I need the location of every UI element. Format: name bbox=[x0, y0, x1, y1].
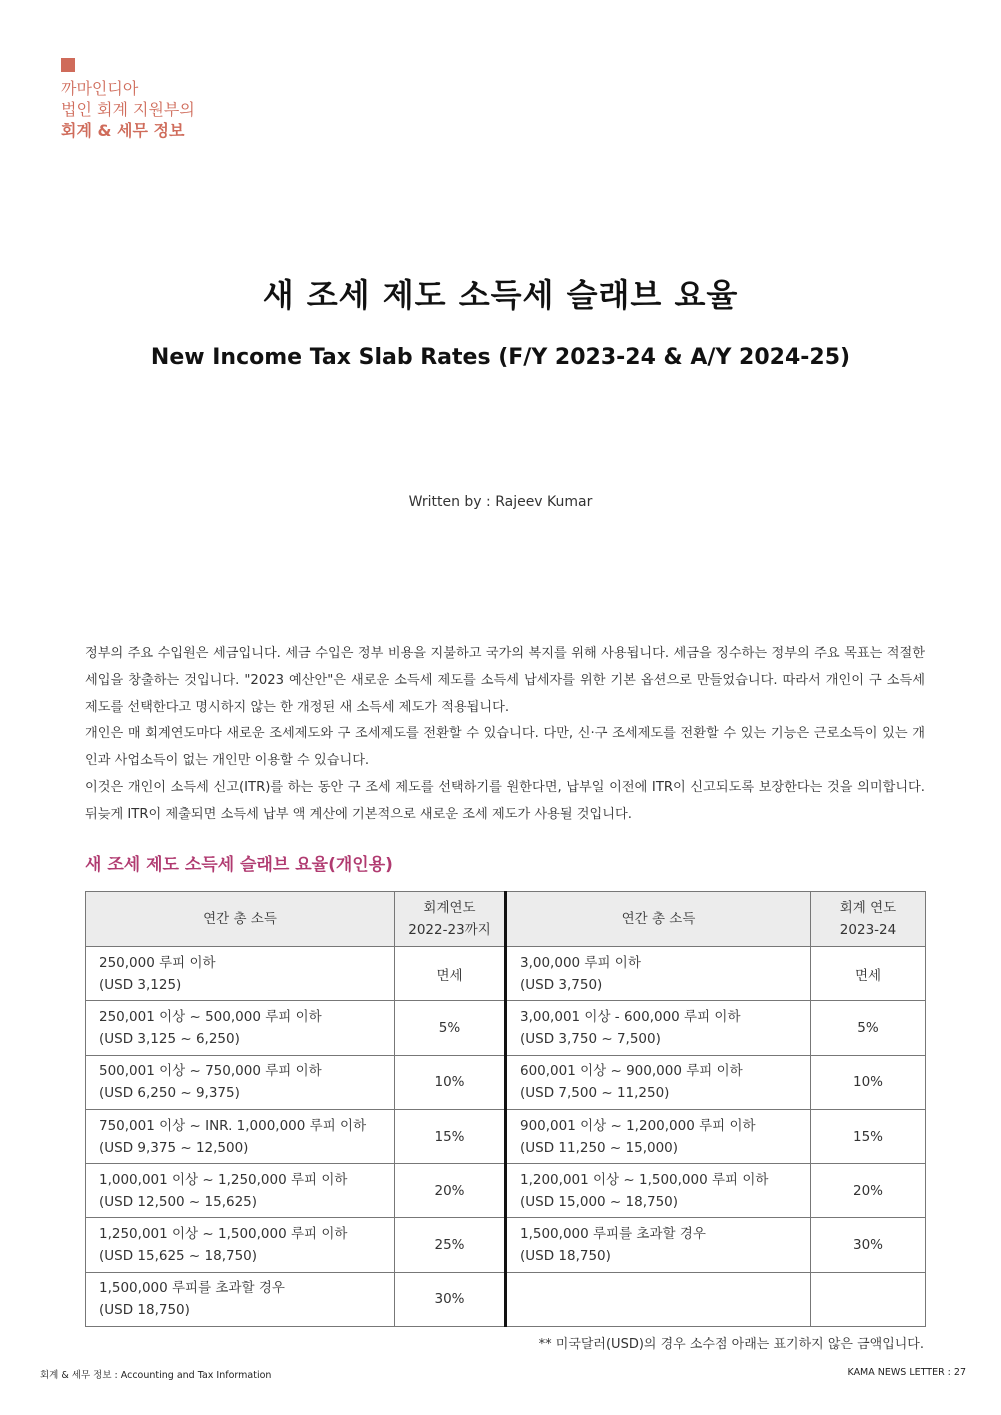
old-rate-cell: 10% bbox=[395, 1055, 506, 1109]
table-row bbox=[86, 1109, 926, 1163]
table-row bbox=[86, 1055, 926, 1109]
paragraph: 개인은 매 회계연도마다 새로운 조세제도와 구 조세제도를 전환할 수 있습니다. 다만, 신·구 조세제도를 전환할 수 있는 기능은 근로소득이 있는 개인과 사업소득이 없는 개인만 이용할 수 있습니다. bbox=[85, 726, 925, 769]
new-income-cell bbox=[506, 1001, 811, 1055]
income-range: 1,250,001 이상 ~ 1,500,000 루피 이하 bbox=[99, 1226, 348, 1243]
usd-range: (USD 3,750 ~ 7,500) bbox=[520, 1030, 661, 1047]
table-row bbox=[86, 947, 926, 1001]
new-income-cell bbox=[506, 1164, 811, 1218]
old-rate-cell: 15% bbox=[395, 1109, 506, 1163]
new-rate-cell: 15% bbox=[811, 1109, 926, 1163]
header-income-old: 연간 총 소득 bbox=[86, 892, 395, 947]
table-row bbox=[86, 1001, 926, 1055]
usd-range: (USD 3,125) bbox=[99, 976, 182, 993]
new-rate-cell: 5% bbox=[811, 1001, 926, 1055]
table-row bbox=[86, 1164, 926, 1218]
old-income-cell bbox=[86, 1055, 395, 1109]
article-body bbox=[85, 641, 925, 829]
usd-range: (USD 12,500 ~ 15,625) bbox=[99, 1193, 258, 1210]
old-rate-cell: 20% bbox=[395, 1164, 506, 1218]
new-income-cell bbox=[506, 1218, 811, 1272]
usd-range: (USD 3,750) bbox=[520, 976, 603, 993]
income-range: 3,00,001 이상 - 600,000 루피 이하 bbox=[520, 1008, 741, 1025]
usd-range: (USD 11,250 ~ 15,000) bbox=[520, 1139, 679, 1156]
usd-range: (USD 15,625 ~ 18,750) bbox=[99, 1248, 258, 1265]
old-rate-cell: 5% bbox=[395, 1001, 506, 1055]
table-footnote: ** 미국달러(USD)의 경우 소수점 아래는 표기하지 않은 금액입니다. bbox=[538, 1337, 924, 1352]
header-income-new: 연간 총 소득 bbox=[506, 892, 811, 947]
old-income-cell bbox=[86, 1001, 395, 1055]
section-label-line-2: 법인 회계 지원부의 bbox=[61, 100, 195, 119]
section-label bbox=[61, 58, 195, 141]
section-label-line-3: 회계 & 세무 정보 bbox=[61, 121, 185, 140]
usd-range: (USD 18,750) bbox=[520, 1248, 611, 1265]
income-range: 600,001 이상 ~ 900,000 루피 이하 bbox=[520, 1063, 743, 1080]
old-income-cell bbox=[86, 1164, 395, 1218]
income-range: 500,001 이상 ~ 750,000 루피 이하 bbox=[99, 1063, 322, 1080]
page-title-korean: 새 조세 제도 소득세 슬래브 요율 bbox=[262, 276, 739, 314]
paragraph: 이것은 개인이 소득세 신고(ITR)를 하는 동안 구 조세 제도를 선택하기를 원한다면, 납부일 이전에 ITR이 신고되도록 보장한다는 것을 의미합니다. 뒤늦게 ITR이 제출되면 소득세 납부 액 계산에 기본적으로 새로운 조세 제도가 사용될 것입니다. bbox=[85, 779, 925, 822]
table-row bbox=[86, 1218, 926, 1272]
income-range: 3,00,000 루피 이하 bbox=[520, 954, 641, 971]
section-label-line-1: 까마인디아 bbox=[61, 79, 139, 98]
header-year-new-line-1: 회계 연도 bbox=[839, 900, 897, 916]
income-range: 1,200,001 이상 ~ 1,500,000 루피 이하 bbox=[520, 1171, 769, 1188]
header-year-old-line-1: 회계연도 bbox=[423, 900, 476, 916]
author-line: Written by : Rajeev Kumar bbox=[408, 494, 593, 510]
footer-page-number: KAMA NEWS LETTER : 27 bbox=[847, 1367, 966, 1378]
header-year-old-line-2: 2022-23까지 bbox=[408, 922, 491, 938]
old-income-cell bbox=[86, 1109, 395, 1163]
usd-range: (USD 18,750) bbox=[99, 1302, 190, 1319]
new-rate-cell bbox=[811, 1272, 926, 1326]
new-income-cell bbox=[506, 1109, 811, 1163]
footer-section-name: 회계 & 세무 정보 : Accounting and Tax Information bbox=[40, 1370, 272, 1381]
table-section-title: 새 조세 제도 소득세 슬래브 요율(개인용) bbox=[85, 855, 393, 875]
new-income-cell bbox=[506, 1055, 811, 1109]
new-rate-cell: 10% bbox=[811, 1055, 926, 1109]
old-rate-cell: 30% bbox=[395, 1272, 506, 1326]
old-income-cell bbox=[86, 1272, 395, 1326]
old-rate-cell: 면세 bbox=[395, 947, 506, 1001]
header-year-new-line-2: 2023-24 bbox=[839, 922, 897, 938]
header-year-old bbox=[395, 892, 506, 947]
usd-range: (USD 6,250 ~ 9,375) bbox=[99, 1085, 240, 1102]
header-year-new bbox=[811, 892, 926, 947]
accent-square-icon bbox=[61, 58, 75, 72]
tax-slab-table bbox=[85, 891, 926, 1327]
new-income-cell bbox=[506, 947, 811, 1001]
usd-range: (USD 15,000 ~ 18,750) bbox=[520, 1193, 679, 1210]
income-range: 250,000 루피 이하 bbox=[99, 954, 216, 971]
old-rate-cell: 25% bbox=[395, 1218, 506, 1272]
paragraph: 정부의 주요 수입원은 세금입니다. 세금 수입은 정부 비용을 지불하고 국가의 복지를 위해 사용됩니다. 세금을 징수하는 정부의 주요 목표는 적절한 세입을 창출하는 것입니다. "2023 예산안"은 새로운 소득세 제도를 소득세 납세자를 위한 기본 옵션으로 만들었습니다. 따라서 개인이 구 소득세 제도를 선택한다고 명시하지 않는 한 개정된 새 소득세 제도가 적용됩니다. bbox=[85, 646, 925, 715]
page-title-english: New Income Tax Slab Rates (F/Y 2023-24 & A/Y 2024-25) bbox=[150, 345, 851, 370]
income-range: 750,001 이상 ~ INR. 1,000,000 루피 이하 bbox=[99, 1117, 367, 1134]
table-row bbox=[86, 1272, 926, 1326]
income-range: 900,001 이상 ~ 1,200,000 루피 이하 bbox=[520, 1117, 756, 1134]
old-income-cell bbox=[86, 947, 395, 1001]
income-range: 1,500,000 루피를 초과할 경우 bbox=[520, 1226, 706, 1243]
usd-range: (USD 9,375 ~ 12,500) bbox=[99, 1139, 249, 1156]
new-income-cell bbox=[506, 1272, 811, 1326]
old-income-cell bbox=[86, 1218, 395, 1272]
income-range: 1,000,001 이상 ~ 1,250,000 루피 이하 bbox=[99, 1171, 348, 1188]
new-rate-cell: 20% bbox=[811, 1164, 926, 1218]
new-rate-cell: 면세 bbox=[811, 947, 926, 1001]
income-range: 250,001 이상 ~ 500,000 루피 이하 bbox=[99, 1008, 322, 1025]
usd-range: (USD 7,500 ~ 11,250) bbox=[520, 1085, 670, 1102]
table-header-row bbox=[86, 892, 926, 947]
usd-range: (USD 3,125 ~ 6,250) bbox=[99, 1030, 240, 1047]
income-range: 1,500,000 루피를 초과할 경우 bbox=[99, 1280, 285, 1297]
new-rate-cell: 30% bbox=[811, 1218, 926, 1272]
